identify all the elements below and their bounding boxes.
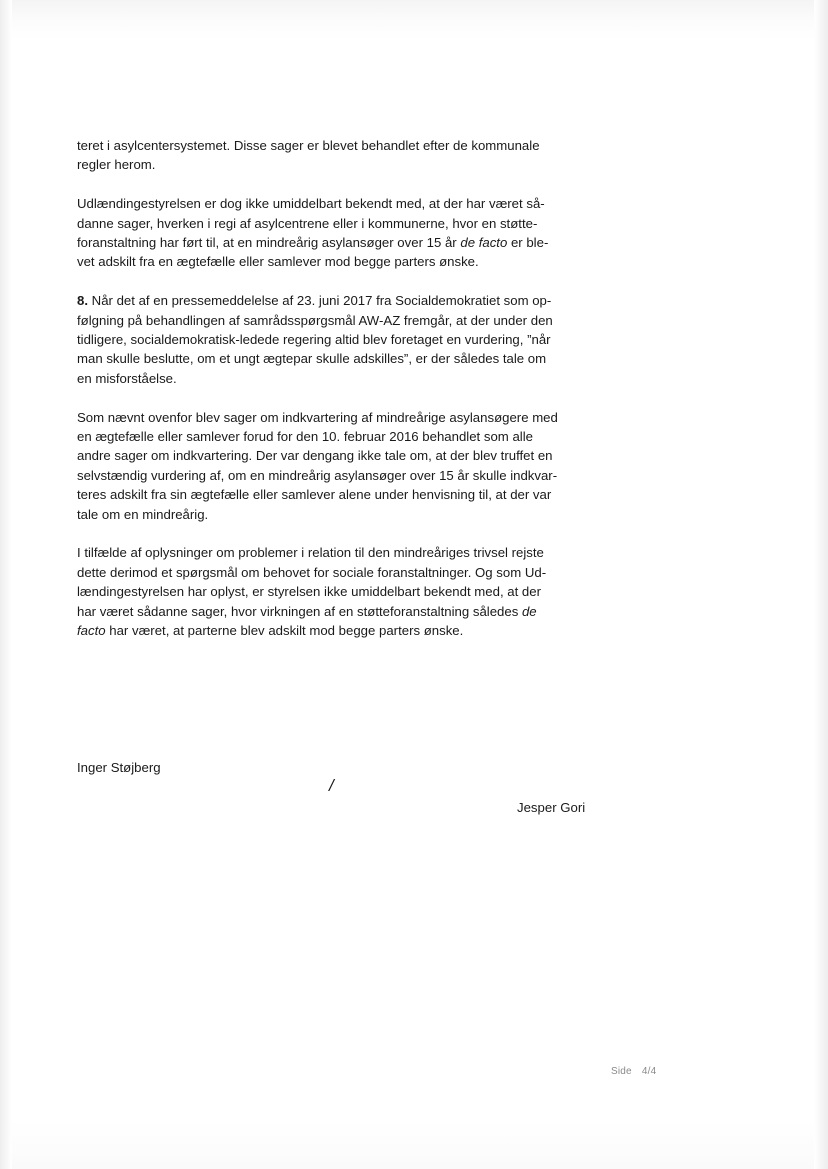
text-line: 8. Når det af en pressemeddelelse af 23. juni 2017 fra Socialdemokratiet som op- xyxy=(77,293,552,309)
text-line: andre sager om indkvartering. Der var dengang ikke tale om, at der blev truffet en xyxy=(77,448,553,464)
page-footer xyxy=(611,1066,656,1077)
text-line: facto har været, at parterne blev adskilt mod begge parters ønske. xyxy=(77,623,464,639)
text-line: regler herom. xyxy=(77,157,156,173)
signature-name-right: Jesper Gori xyxy=(517,800,586,815)
paragraph-number: 8. xyxy=(77,293,88,309)
text-line: teret i asylcentersystemet. Disse sager er blevet behandlet efter de kommunale xyxy=(77,138,540,153)
text-line: en misforståelse. xyxy=(77,370,177,386)
page-label: Side xyxy=(611,1066,632,1077)
italic-term: facto xyxy=(77,623,106,639)
text-line: I tilfælde af oplysninger om problemer i relation til den mindreåriges trivsel rejste xyxy=(77,545,544,561)
text-line: foranstaltning har ført til, at en mindreårig asylansøger over 15 år de facto er ble- xyxy=(77,235,549,251)
text-line: lændingestyrelsen har oplyst, er styrelsen ikke umiddelbart bekendt med, at der xyxy=(77,584,541,600)
text-line: en ægtefælle eller samlever forud for den 10. februar 2016 behandlet som alle xyxy=(77,429,533,445)
text-line: følgning på behandlingen af samrådsspørgsmål AW-AZ fremgår, at der under den xyxy=(77,312,553,328)
paragraph-4 xyxy=(77,408,597,524)
text-line: man skulle beslutte, om et ungt ægtepar skulle adskilles”, er der således tale om xyxy=(77,351,547,367)
text-line: har været sådanne sager, hvor virkningen af en støtteforanstaltning således de xyxy=(77,603,537,619)
text-line: dette derimod et spørgsmål om behovet for sociale foranstaltninger. Og som Ud- xyxy=(77,564,547,580)
text-line: teres adskilt fra sin ægtefælle eller samlever alene under henvisning til, at der var xyxy=(77,487,552,503)
scan-edge-left xyxy=(0,0,12,1169)
signature-name-left: Inger Støjberg xyxy=(77,760,161,775)
paragraph-1 xyxy=(77,136,597,175)
text-line: tale om en mindreårig. xyxy=(77,506,209,522)
text-line: Som nævnt ovenfor blev sager om indkvartering af mindreårige asylansøgere med xyxy=(77,409,558,425)
text-line: selvstændig vurdering af, om en mindreårig asylansøger over 15 år skulle indkvar- xyxy=(77,467,558,483)
page-number: 4/4 xyxy=(641,1066,657,1077)
text-line: danne sager, hverken i regi af asylcentrene eller i kommunerne, hvor en støtte- xyxy=(77,215,538,231)
italic-term: de xyxy=(521,603,537,619)
scan-edge-right xyxy=(814,0,828,1169)
italic-term: de facto xyxy=(460,235,508,251)
signature-separator: / xyxy=(329,776,334,795)
paragraph-5 xyxy=(77,543,597,640)
document-body xyxy=(77,136,597,660)
text-line: vet adskilt fra en ægtefælle eller samlever mod begge parters ønske. xyxy=(77,254,479,270)
paragraph-2 xyxy=(77,194,597,272)
text-line: tidligere, socialdemokratisk-ledede regering altid blev foretaget en vurdering, ”når xyxy=(77,332,551,348)
text-line: Udlændingestyrelsen er dog ikke umiddelbart bekendt med, at der har været så- xyxy=(77,196,545,212)
paragraph-3 xyxy=(77,291,597,388)
